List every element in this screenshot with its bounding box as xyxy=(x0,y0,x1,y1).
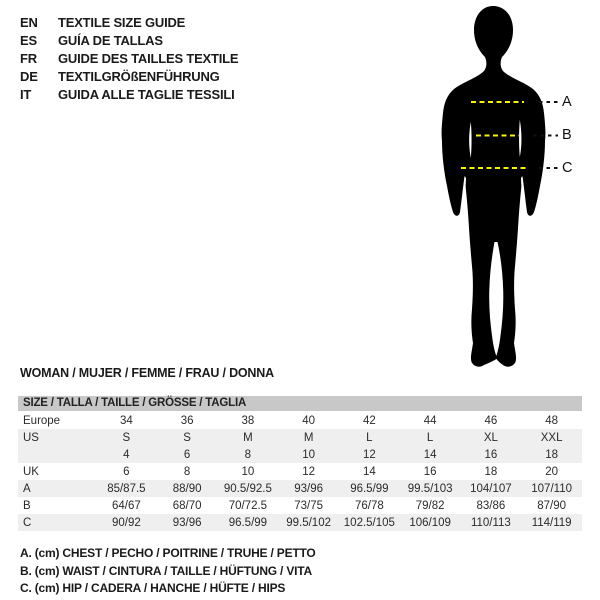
size-value: L xyxy=(426,431,434,444)
size-value: S xyxy=(183,431,191,444)
language-label: GUÍA DE TALLAS xyxy=(58,33,163,48)
size-value: 34 xyxy=(119,414,133,427)
legend-line: B. (cm) WAIST / CINTURA / TAILLE / HÜFTUNG / VITA xyxy=(20,563,312,578)
size-value: 20 xyxy=(545,465,559,478)
table-row xyxy=(18,497,582,514)
size-table-header: SIZE / TALLA / TAILLE / GRÖSSE / TAGLIA xyxy=(18,396,582,411)
measurement-legend xyxy=(20,545,316,598)
size-value: 114/119 xyxy=(531,516,572,529)
size-value: L xyxy=(366,431,373,444)
size-value: 93/96 xyxy=(294,482,324,495)
language-code: DE xyxy=(20,69,38,84)
section-title-woman: WOMAN / MUJER / FEMME / FRAU / DONNA xyxy=(20,366,274,380)
size-value: 10 xyxy=(241,465,255,478)
size-value: 85/87.5 xyxy=(107,482,146,495)
size-value: 12 xyxy=(362,448,376,461)
size-table-body xyxy=(18,412,582,531)
size-value: M xyxy=(303,431,314,444)
size-value: 90/92 xyxy=(111,516,141,529)
table-row xyxy=(18,514,582,531)
size-value: 102.5/105 xyxy=(343,516,395,529)
language-code: ES xyxy=(20,33,37,48)
size-value: 64/67 xyxy=(111,499,141,512)
size-value: 88/90 xyxy=(172,482,202,495)
size-value: 8 xyxy=(244,448,252,461)
legend-line: C. (cm) HIP / CADERA / HANCHE / HÜFTE / HIPS xyxy=(20,581,286,595)
size-value: 42 xyxy=(362,414,376,427)
size-value: 79/82 xyxy=(415,499,445,512)
size-value: 110/113 xyxy=(470,516,511,529)
language-label: TEXTILGRÖßENFÜHRUNG xyxy=(58,69,220,84)
size-value: 104/107 xyxy=(470,482,512,495)
row-label: C xyxy=(23,516,32,529)
size-value: 44 xyxy=(423,414,437,427)
language-code: IT xyxy=(20,87,32,102)
table-row xyxy=(18,480,582,497)
table-row xyxy=(18,429,582,446)
size-value: 76/78 xyxy=(354,499,384,512)
language-code: EN xyxy=(20,15,38,30)
table-row xyxy=(18,446,582,463)
table-row xyxy=(18,463,582,480)
size-value: 70/72.5 xyxy=(228,499,268,512)
language-label: GUIDE DES TAILLES TEXTILE xyxy=(58,51,239,66)
size-value: 107/110 xyxy=(531,482,572,495)
language-code: FR xyxy=(20,51,37,66)
size-value: 36 xyxy=(180,414,194,427)
size-value: XXL xyxy=(540,431,563,444)
measurement-marker-label-c: C xyxy=(562,160,573,176)
size-value: 16 xyxy=(423,465,437,478)
size-value: 38 xyxy=(241,414,255,427)
table-row xyxy=(18,412,582,429)
size-value: 4 xyxy=(123,448,130,461)
size-value: 99.5/102 xyxy=(286,516,331,529)
size-value: 40 xyxy=(302,414,316,427)
size-value: 12 xyxy=(302,465,316,478)
legend-line: A. (cm) CHEST / PECHO / POITRINE / TRUHE / PETTO xyxy=(20,546,316,560)
size-value: 99.5/103 xyxy=(407,482,453,495)
row-label: US xyxy=(23,431,39,444)
row-label: B xyxy=(23,499,31,512)
size-value: 16 xyxy=(484,448,498,461)
size-value: 73/75 xyxy=(294,499,324,512)
size-value: 68/70 xyxy=(172,499,202,512)
size-value: 10 xyxy=(302,448,316,461)
size-value: S xyxy=(122,431,131,444)
size-value: 48 xyxy=(545,414,559,427)
size-value: 90.5/92.5 xyxy=(223,482,272,495)
size-value: 8 xyxy=(183,465,191,478)
language-label: GUIDA ALLE TAGLIE TESSILI xyxy=(58,87,235,102)
size-value: M xyxy=(243,431,253,444)
size-value: 96.5/99 xyxy=(228,516,268,529)
row-label: A xyxy=(23,482,31,495)
size-value: 18 xyxy=(484,465,498,478)
size-value: 46 xyxy=(484,414,498,427)
row-label: UK xyxy=(23,465,39,478)
size-value: 93/96 xyxy=(172,516,202,529)
size-value: 14 xyxy=(362,465,376,478)
size-value: 14 xyxy=(423,448,437,461)
measurement-marker-label-a: A xyxy=(562,94,572,110)
size-value: 87/90 xyxy=(537,499,567,512)
size-table xyxy=(18,396,582,531)
size-value: 106/109 xyxy=(409,516,451,529)
measurement-marker-label-b: B xyxy=(562,127,572,143)
size-value: 18 xyxy=(545,448,559,461)
row-label: Europe xyxy=(23,414,61,427)
size-value: XL xyxy=(483,431,498,444)
size-value: 6 xyxy=(123,465,130,478)
language-label: TEXTILE SIZE GUIDE xyxy=(58,15,186,30)
size-value: 6 xyxy=(183,448,191,461)
size-value: 96.5/99 xyxy=(350,482,389,495)
size-value: 83/86 xyxy=(476,499,506,512)
